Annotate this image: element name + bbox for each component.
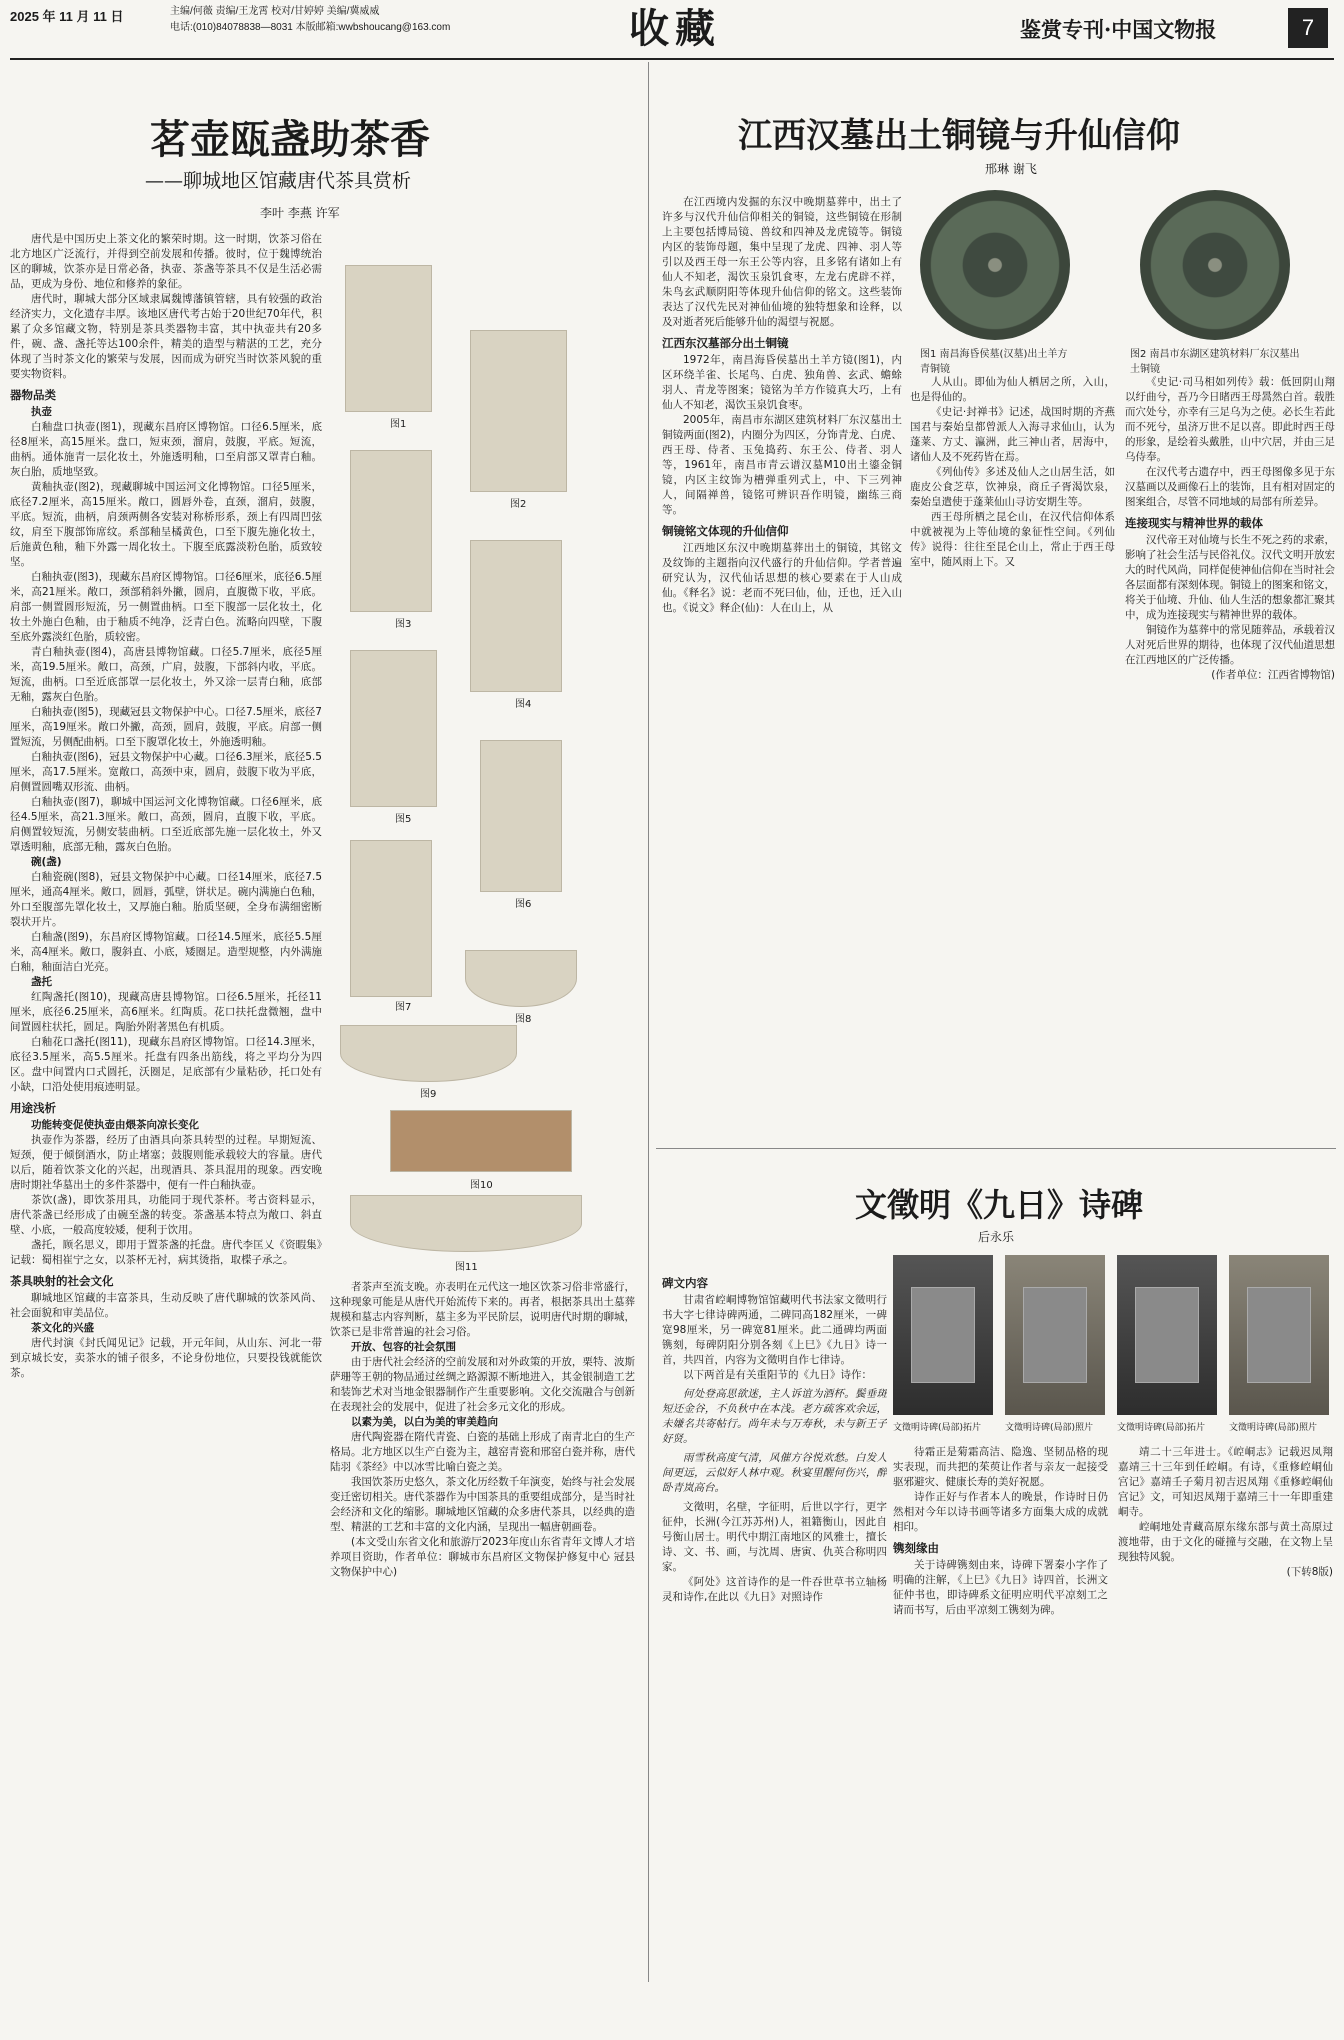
bronze-mirror-1 xyxy=(920,190,1070,340)
text-paragraph: 1972年，南昌海昏侯墓出土羊方镜(图1)，内区环绕羊雀、长尾鸟、白虎、独角兽、玄武、蟾蜍羽人、青龙等图案；镜铭为羊方作镜真大巧，上有仙人不知老，渴饮玉泉饥食枣。 xyxy=(662,354,902,411)
text-paragraph: 执壶作为茶器，经历了由酒具向茶具转型的过程。早期短流、短颈，便于倾倒酒水，防止堵塞；鼓腹则能承载较大的容量。唐代以后，随着饮茶文化的兴起，出现酒具、茶具混用的现象。西安晚唐时期社华墓出土的多件茶器中，便有一件白釉执壶。 xyxy=(10,1134,322,1191)
fig-caption-7: 图7 xyxy=(395,1002,412,1013)
heading-usage: 用途浅析 xyxy=(10,1101,56,1115)
text-paragraph: 执壶 xyxy=(31,406,52,418)
article1-subtitle: ——聊城地区馆藏唐代茶具赏析 xyxy=(145,170,412,192)
heading-categories: 器物品类 xyxy=(10,388,56,402)
header-rule xyxy=(10,58,1334,60)
stele-photo-1 xyxy=(1005,1255,1105,1415)
text-paragraph: 西王母所栖之昆仑山，在汉代信仰体系中就被视为上等仙境的象征性空间。《列仙传》说得：往往至昆仑山上，常止于西王母室中，随风雨上下。又 xyxy=(910,511,1115,568)
text-paragraph: 白釉瓷碗(图8)，冠县文物保护中心藏。口径14厘米，底径7.5厘米，通高4厘米。敞口，圆唇，弧壁，饼状足。碗内满施白色釉，外口至腹部先罩化妆土，又厚施白釉。胎质坚硬，全身布满细密断裂状开片。 xyxy=(10,871,322,928)
text-paragraph: 《史记·司马相如列传》载：低回阴山翔以纡曲兮，吾乃今日睹西王母暠然白首。载胜而穴处兮，亦幸有三足乌为之使。必长生若此而不死兮，虽济万世不足以喜。即此时西王母的形象，是绘着头戴胜，山中穴居，并由三足乌侍奉。 xyxy=(1125,376,1335,463)
text-paragraph: 文徵明，名壁，字征明，后世以字行，更字征仲，长洲(今江苏苏州)人，祖籍衡山，因此自号衡山居士。明代中期江南地区的风雅士，擅长诗、文、书、画，与沈周、唐寅、仇英合称明四家。 xyxy=(662,1501,887,1573)
text-paragraph: 盏托 xyxy=(31,976,52,988)
text-paragraph: 我国饮茶历史悠久，茶文化历经数千年演变，始终与社会发展变迁密切相关。唐代茶器作为中国茶具的重要组成部分，是当时社会经济和文化的缩影。聊城地区馆藏的众多唐代茶具，以经典的造型、精湛的工艺和丰富的文化内涵，呈现出一幅唐朝画卷。 xyxy=(330,1476,635,1533)
teapot-photo-6 xyxy=(480,740,562,892)
fig-caption-2: 图2 xyxy=(510,499,527,510)
bronze-mirror-2 xyxy=(1140,190,1290,340)
fig-caption-4: 图4 xyxy=(515,699,532,710)
text-paragraph: 功能转变促使执壶由煨茶向凉长变化 xyxy=(31,1119,199,1131)
teapot-photo-1 xyxy=(345,265,432,412)
article1-authors: 李叶 李燕 许军 xyxy=(260,206,340,220)
fig-caption-5: 图5 xyxy=(395,814,412,825)
heading-mirrors: 江西东汉墓部分出土铜镜 xyxy=(662,336,789,350)
text-paragraph: 唐代时，聊城大部分区域隶属魏博藩镇管辖，具有较强的政治经济实力，文化遗存丰厚。该地区唐代考古始于20世纪70年代，积累了众多馆藏文物，特别是茶具类器物丰富，其中执壶共有20多件，碗、盏、盏托等达100余件，精美的造型与精湛的工艺，充分体现了当时茶文化的繁荣与发展，因而成为研究当时饮茶风貌的重要实物资料。 xyxy=(10,293,322,380)
text-paragraph: 红陶盏托(图10)，现藏高唐县博物馆。口径6.5厘米，托径11厘米，底径6.25厘米，高6厘米。红陶质。花口扶托盘微翘，盘中间置圆柱状托，圆足。陶胎外附著黑色有机质。 xyxy=(10,991,322,1033)
text-paragraph: 聊城地区馆藏的丰富茶具，生动反映了唐代聊城的饮茶风尚、社会面貌和审美品位。 xyxy=(10,1292,322,1319)
section-title: 收藏 xyxy=(629,6,721,52)
text-paragraph: 白釉盘口执壶(图1)，现藏东昌府区博物馆。口径6.5厘米，底径8厘米，高15厘米。盘口，短束颈，溜肩，鼓腹，平底。短流，曲柄。通体施青一层化妆土，外施透明釉，口至肩部又罩青白釉。灰白胎，质地坚致。 xyxy=(10,421,322,478)
text-paragraph: 2005年，南昌市东湖区建筑材料厂东汉墓出土铜镜两面(图2)，内圈分为四区，分饰青龙、白虎、西王母、侍者、玉兔捣药、东王公、侍者、羽人等，1961年，南昌市青云谱汉墓M10出土鎏金铜镜，内区主纹饰为槽弹重列式上，中、下三列神人，间隔禅兽，镜铭可辨识吾作明镜，幽练三商等。 xyxy=(662,414,902,516)
text-paragraph: 以下两首是有关重阳节的《九日》诗作： xyxy=(683,1369,872,1381)
text-paragraph: 唐代陶瓷器在隋代青瓷、白瓷的基础上形成了南青北白的生产格局。北方地区以生产白瓷为主，越窑青瓷和邢窑白瓷并称，唐代陆羽《茶经》中以冰雪比喻白瓷之美。 xyxy=(330,1431,635,1473)
article3-col2 xyxy=(893,1445,1108,1980)
stele-caption-2: 文徵明诗碑(局部)照片 xyxy=(1005,1423,1094,1433)
stele-photo-2 xyxy=(1229,1255,1329,1415)
text-paragraph: 茶饮(盏)，即饮茶用具，功能同于现代茶杯。考古资料显示，唐代茶盏已经形成了由碗至盏的转变。茶盏基本特点为敞口、斜直壁、小底，一般高度较矮，便利于饮用。 xyxy=(10,1194,322,1236)
article2-col1 xyxy=(662,195,902,1145)
stele-caption-3: 文徵明诗碑(局部)拓片 xyxy=(1117,1423,1206,1433)
text-paragraph: 盏托，顾名思义，即用于置茶盏的托盘。唐代李匡乂《资暇集》记载：蜀相崔宁之女，以茶杯无衬，病其烫指，取楪子承之。 xyxy=(10,1239,322,1266)
text-paragraph: 江西地区东汉中晚期墓葬出土的铜镜，其铭文及纹饰的主题指向汉代盛行的升仙信仰。学者普遍研究认为，汉代仙话思想的核心要素在于人山成仙。《释名》说：老而不死曰仙，仙，迁也，迁入山也。《说文》释企(仙)：人在山上，从 xyxy=(662,542,902,614)
text-paragraph: 甘肃省崆峒博物馆馆藏明代书法家文徵明行书大字七律诗碑两通，二碑同高182厘米，一碑宽98厘米，另一碑宽81厘米。此二通碑均两面镌刻，每碑阴阳分别各刻《上巳》《九日》诗一首，共四首，内容为文徵明自作七律诗。 xyxy=(662,1294,887,1366)
text-paragraph: 崆峒地处青藏高原东缘东部与黄土高原过渡地带，由于文化的碰撞与交融，在文物上呈现独特风貌。 xyxy=(1118,1521,1333,1563)
article2-authors: 邢琳 谢飞 xyxy=(985,162,1037,176)
text-paragraph: 开放、包容的社会氛围 xyxy=(351,1341,456,1353)
text-paragraph: 白釉执壶(图6)，冠县文物保护中心藏。口径6.3厘米，底径5.5厘米，高17.5厘米。宽敞口，高颈中束，圆肩，鼓腹下收为平底，肩侧置圆嘴双形流、曲柄。 xyxy=(10,751,322,793)
editors-line: 主编/何薇 责编/王龙霄 校对/甘婷婷 美编/冀威威 xyxy=(170,6,380,17)
text-paragraph: 汉代帝王对仙境与长生不死之药的求索，影响了社会生活与民俗礼仪。汉代文明开放宏大的时代风尚，同样促使神仙信仰在当时社会各层面都有深刻体现。铜镜上的图案和铭文，将关于仙境、升仙、仙人生活的想象都汇聚其中，成为连接现实与精神世界的载体。 xyxy=(1125,534,1335,621)
teapot-photo-7 xyxy=(350,840,432,997)
teapot-photo-2 xyxy=(470,330,567,492)
text-paragraph: 白釉盏(图9)，东昌府区博物馆藏。口径14.5厘米，底径5.5厘米，高4厘米。敞口，腹斜直、小底，矮圈足。造型规整，内外满施白釉，釉面洁白光亮。 xyxy=(10,931,322,973)
article1-title: 茗壶瓯盏助茶香 xyxy=(150,116,430,163)
text-paragraph: 铜镜作为墓葬中的常见随葬品，承载着汉人对死后世界的期待，也体现了汉代仙道思想在江西地区的广泛传播。 xyxy=(1125,624,1335,666)
text-paragraph: 白釉花口盏托(图11)，现藏东昌府区博物馆。口径14.3厘米，底径3.5厘米，高5.5厘米。托盘有四条出筋线，将之平均分为四区。盘中间置内口式圆托，沃圈足，足底部有少量粘砂，托口处有小缺，口沿处使用痕迹明显。 xyxy=(10,1036,322,1093)
fig-caption-10: 图10 xyxy=(470,1180,493,1191)
text-paragraph: 《阿处》这首诗作的是一件吞世草书立轴杨灵和诗作,在此以《九日》对照诗作 xyxy=(662,1576,887,1603)
fig-caption-1: 图1 xyxy=(390,419,407,430)
text-paragraph: (作者单位：江西省博物馆) xyxy=(1211,669,1335,681)
article1-col2 xyxy=(330,1280,635,1980)
text-paragraph: 碗(盏) xyxy=(31,856,62,868)
text-paragraph: 由于唐代社会经济的空前发展和对外政策的开放，栗特、波斯萨珊等王朝的物品通过丝绸之路源源不断地进入，其金银制造工艺和装饰艺术对当地金银器制作产生重要影响。文化交流融合与创新在表现社会的发展中，促进了社会多元文化的形成。 xyxy=(330,1356,635,1413)
editor-credits xyxy=(170,4,570,36)
stele-rubbing-2 xyxy=(1117,1255,1217,1415)
text-paragraph: 何处登高思欲迷，主人诉谊为酒杯。鬓垂斑短还金谷，不负秋中在本浅。老方疏客欢余远，未嫌名共寄帖行。尚年未与万寿秋，未与新王子好贤。 xyxy=(662,1388,887,1445)
article3-authors: 后永乐 xyxy=(978,1230,1015,1244)
text-paragraph: 白釉执壶(图3)，现藏东昌府区博物馆。口径6厘米，底径6.5厘米，高21厘米。敞口，颈部稍斜外撇，圆肩，直腹微下收，平底。肩部一侧置圆形短流，另一侧置曲柄。口至下腹部一层化妆土，化妆土外施白色釉，由于釉质不纯净，泛青白色。流略向四壁，下腹至底外露淡红色胎，质较密。 xyxy=(10,571,322,643)
article3-col3 xyxy=(1118,1445,1333,1980)
bowl-photo-9 xyxy=(340,1025,517,1082)
column-divider xyxy=(648,62,649,1982)
text-paragraph: 白釉执壶(图7)，聊城中国运河文化博物馆藏。口径6厘米，底径4.5厘米，高21.3厘米。敞口，高颈，圆肩，直腹下收，平底。肩侧置较短流，另侧安装曲柄。口至近底部先施一层化妆土，外又罩透明釉，底部无釉，露灰白色胎。 xyxy=(10,796,322,853)
article1-col1 xyxy=(10,232,322,1982)
bowl-photo-8 xyxy=(465,950,577,1007)
text-paragraph: 人从山。即仙为仙人栖居之所，入山，也是得仙的。 xyxy=(910,376,1115,403)
mirror2-caption: 图2 南昌市东湖区建筑材料厂东汉墓出土铜镜 xyxy=(1130,349,1300,375)
fig-caption-3: 图3 xyxy=(395,619,412,630)
heading-inscription: 碑文内容 xyxy=(662,1276,708,1290)
article3-title: 文徵明《九日》诗碑 xyxy=(855,1186,1144,1224)
text-paragraph: 青白釉执壶(图4)，高唐县博物馆藏。口径5.7厘米，底径5厘米，高19.5厘米。敞口，高颈，广肩，鼓腹，下部斜内收，平底。短流，曲柄。口至近底部罩一层化妆土，外又涂一层青白釉，底部无釉，露灰白色胎。 xyxy=(10,646,322,703)
text-paragraph: 者茶声至流支晚。亦表明在元代这一地区饮茶习俗非常盛行，这种现象可能是从唐代开始流传下来的。再者，根据茶具出土墓葬规模和墓志内容判断，墓主多为平民阶层，说明唐代时期的聊城，饮茶已是非常普遍的社会习俗。 xyxy=(330,1281,635,1338)
text-paragraph: 唐代封演《封氏闻见记》记载，开元年间，从山东、河北一带到京城长安，卖茶水的铺子很多，不论身份地位，只要投钱就能饮茶。 xyxy=(10,1337,322,1379)
issue-date: 2025 年 11 月 11 日 xyxy=(10,9,124,24)
fig-caption-6: 图6 xyxy=(515,899,532,910)
stele-caption-4: 文徵明诗碑(局部)照片 xyxy=(1229,1423,1318,1433)
fig-caption-11: 图11 xyxy=(455,1262,478,1273)
text-paragraph: 以素为美，以白为美的审美趋向 xyxy=(351,1416,498,1428)
teapot-photo-4 xyxy=(470,540,562,692)
stele-rubbing-1 xyxy=(893,1255,993,1415)
text-paragraph: 关于诗碑镌刻由来，诗碑下署秦小字作了明确的注解，《上巳》《九日》诗四首，长洲文征仲书也，即诗碑系文征明应明代平凉刻工之请而书写，后由平凉刻工镌刻为碑。 xyxy=(893,1559,1108,1616)
text-paragraph: 唐代是中国历史上茶文化的繁荣时期。这一时期，饮茶习俗在北方地区广泛流行，并得到空前发展和传播。彼时，位于魏博统治区的聊城，饮茶亦是日常必备，执壶、茶盏等茶具不仅是生活必需品，更成为身份、地位和修养的象征。 xyxy=(10,233,322,290)
teapot-photo-5 xyxy=(350,650,437,807)
article3-col1 xyxy=(662,1270,887,1980)
teapot-photo-3 xyxy=(350,450,432,612)
masthead: 鉴赏专刊·中国文物报 xyxy=(1020,17,1217,42)
text-paragraph: 茶文化的兴盛 xyxy=(31,1322,94,1334)
article2-col3 xyxy=(1125,375,1335,1135)
article-divider xyxy=(656,1148,1336,1149)
text-paragraph: 靖二十三年进士。《崆峒志》记载迟凤翔嘉靖三十三年到任崆峒。有诗，《重修崆峒仙宫记》嘉靖壬子菊月初吉迟凤翔《重修崆峒仙宫记》文，可知迟凤翔于嘉靖三十一年即重建峒寺。 xyxy=(1118,1446,1333,1518)
contact-line: 电话:(010)84078838—8031 本版邮箱:wwbshoucang@163.com xyxy=(170,22,451,33)
article2-col2 xyxy=(910,375,1115,1135)
fig-caption-8: 图8 xyxy=(515,1014,532,1025)
text-paragraph: 待霜正是菊霜高洁、隐逸、坚韧品格的现实表现，而共把的茱萸让作者与亲友一起接受驱邪避灾、健康长寿的美好祝愿。 xyxy=(893,1446,1108,1488)
stele-caption-1: 文徵明诗碑(局部)拓片 xyxy=(893,1423,982,1433)
heading-inscriptions: 铜镜铭文体现的升仙信仰 xyxy=(662,524,789,538)
text-paragraph: 《史记·封禅书》记述，战国时期的齐燕国君与秦始皇都曾派人入海寻求仙山，认为蓬莱、方丈、瀛洲，此三神山者，居海中，诸仙人及不死药皆在焉。 xyxy=(910,406,1115,463)
text-paragraph: (本文受山东省文化和旅游厅2023年度山东省青年文博人才培养项目资助，作者单位：聊城市东昌府区文物保护修复中心 冠县文物保护中心) xyxy=(330,1536,635,1578)
text-paragraph: 在汉代考古遗存中，西王母图像多见于东汉墓画以及画像石上的装饰，且有相对固定的图案组合，尽管不同地域的局部有所差异。 xyxy=(1125,466,1335,508)
text-paragraph: 诗作正好与作者本人的晚景，作诗时日仍然相对今年以诗书画等诸多方面集大成的成就相印。 xyxy=(893,1491,1108,1533)
fig-caption-9: 图9 xyxy=(420,1089,437,1100)
page-number: 7 xyxy=(1288,8,1328,48)
text-paragraph: 在江西境内发掘的东汉中晚期墓葬中，出土了许多与汉代升仙信仰相关的铜镜，这些铜镜在形制上主要包括博局镜、兽纹和四神及龙虎镜等。铜镜内区的装饰母题，集中呈现了龙虎、四神、羽人等引以及西王母一东王公等内容，且多铭有诸如上有仙人不知老，渴饮玉泉饥食枣，左龙右虎辟不祥，朱鸟玄武顺阴阳等体现升仙信仰的铭文。这些装饰表达了汉代先民对神仙仙境的独特想象和诠释，以及对逝者死后能够升仙的渴望与祝愿。 xyxy=(662,196,902,328)
article2-title: 江西汉墓出土铜镜与升仙信仰 xyxy=(738,116,1180,156)
heading-culture: 茶具映射的社会文化 xyxy=(10,1274,114,1288)
text-paragraph: 《列仙传》多述及仙人之山居生活，如鹿皮公食芝草，饮神泉，商丘子胥渴饮泉，秦始皇遣使于蓬莱仙山寻访安期生等。 xyxy=(910,466,1115,508)
heading-connection: 连接现实与精神世界的载体 xyxy=(1125,516,1263,530)
text-paragraph: 黄釉执壶(图2)，现藏聊城中国运河文化博物馆。口径5厘米，底径7.2厘米，高15厘米。敞口，圆唇外卷，直颈，溜肩，鼓腹，平底。短流，曲柄，肩颈两侧各安装对称桥形系，颈上有四周凹弦纹，肩至下腹部饰席纹。系部釉呈橘黄色，口至下腹先施化妆土，后施黄色釉，釉下外露一周化妆土。下腹至底露淡粉色胎，质致较坚。 xyxy=(10,481,322,568)
text-paragraph: 白釉执壶(图5)，现藏冠县文物保护中心。口径7.5厘米，底径7厘米，高19厘米。敞口外撇，高颈，圆肩，鼓腹，平底。肩部一侧置短流，另侧配曲柄。口至下腹罩化妆土，外施透明釉。 xyxy=(10,706,322,748)
text-paragraph: 雨雪秋高度气清，风催方谷悦欢愁。白发人间更远，云似好人林中观。秋宴里醒何伤兴，醉卧青岚高台。 xyxy=(662,1452,887,1494)
cup-stand-photo-10 xyxy=(390,1110,572,1172)
cup-stand-photo-11 xyxy=(350,1195,582,1252)
mirror1-caption: 图1 南昌海昏侯墓(汉墓)出土羊方青铜镜 xyxy=(920,349,1068,375)
text-paragraph: (下转8版) xyxy=(1286,1566,1333,1578)
heading-carving: 镌刻缘由 xyxy=(893,1541,939,1555)
